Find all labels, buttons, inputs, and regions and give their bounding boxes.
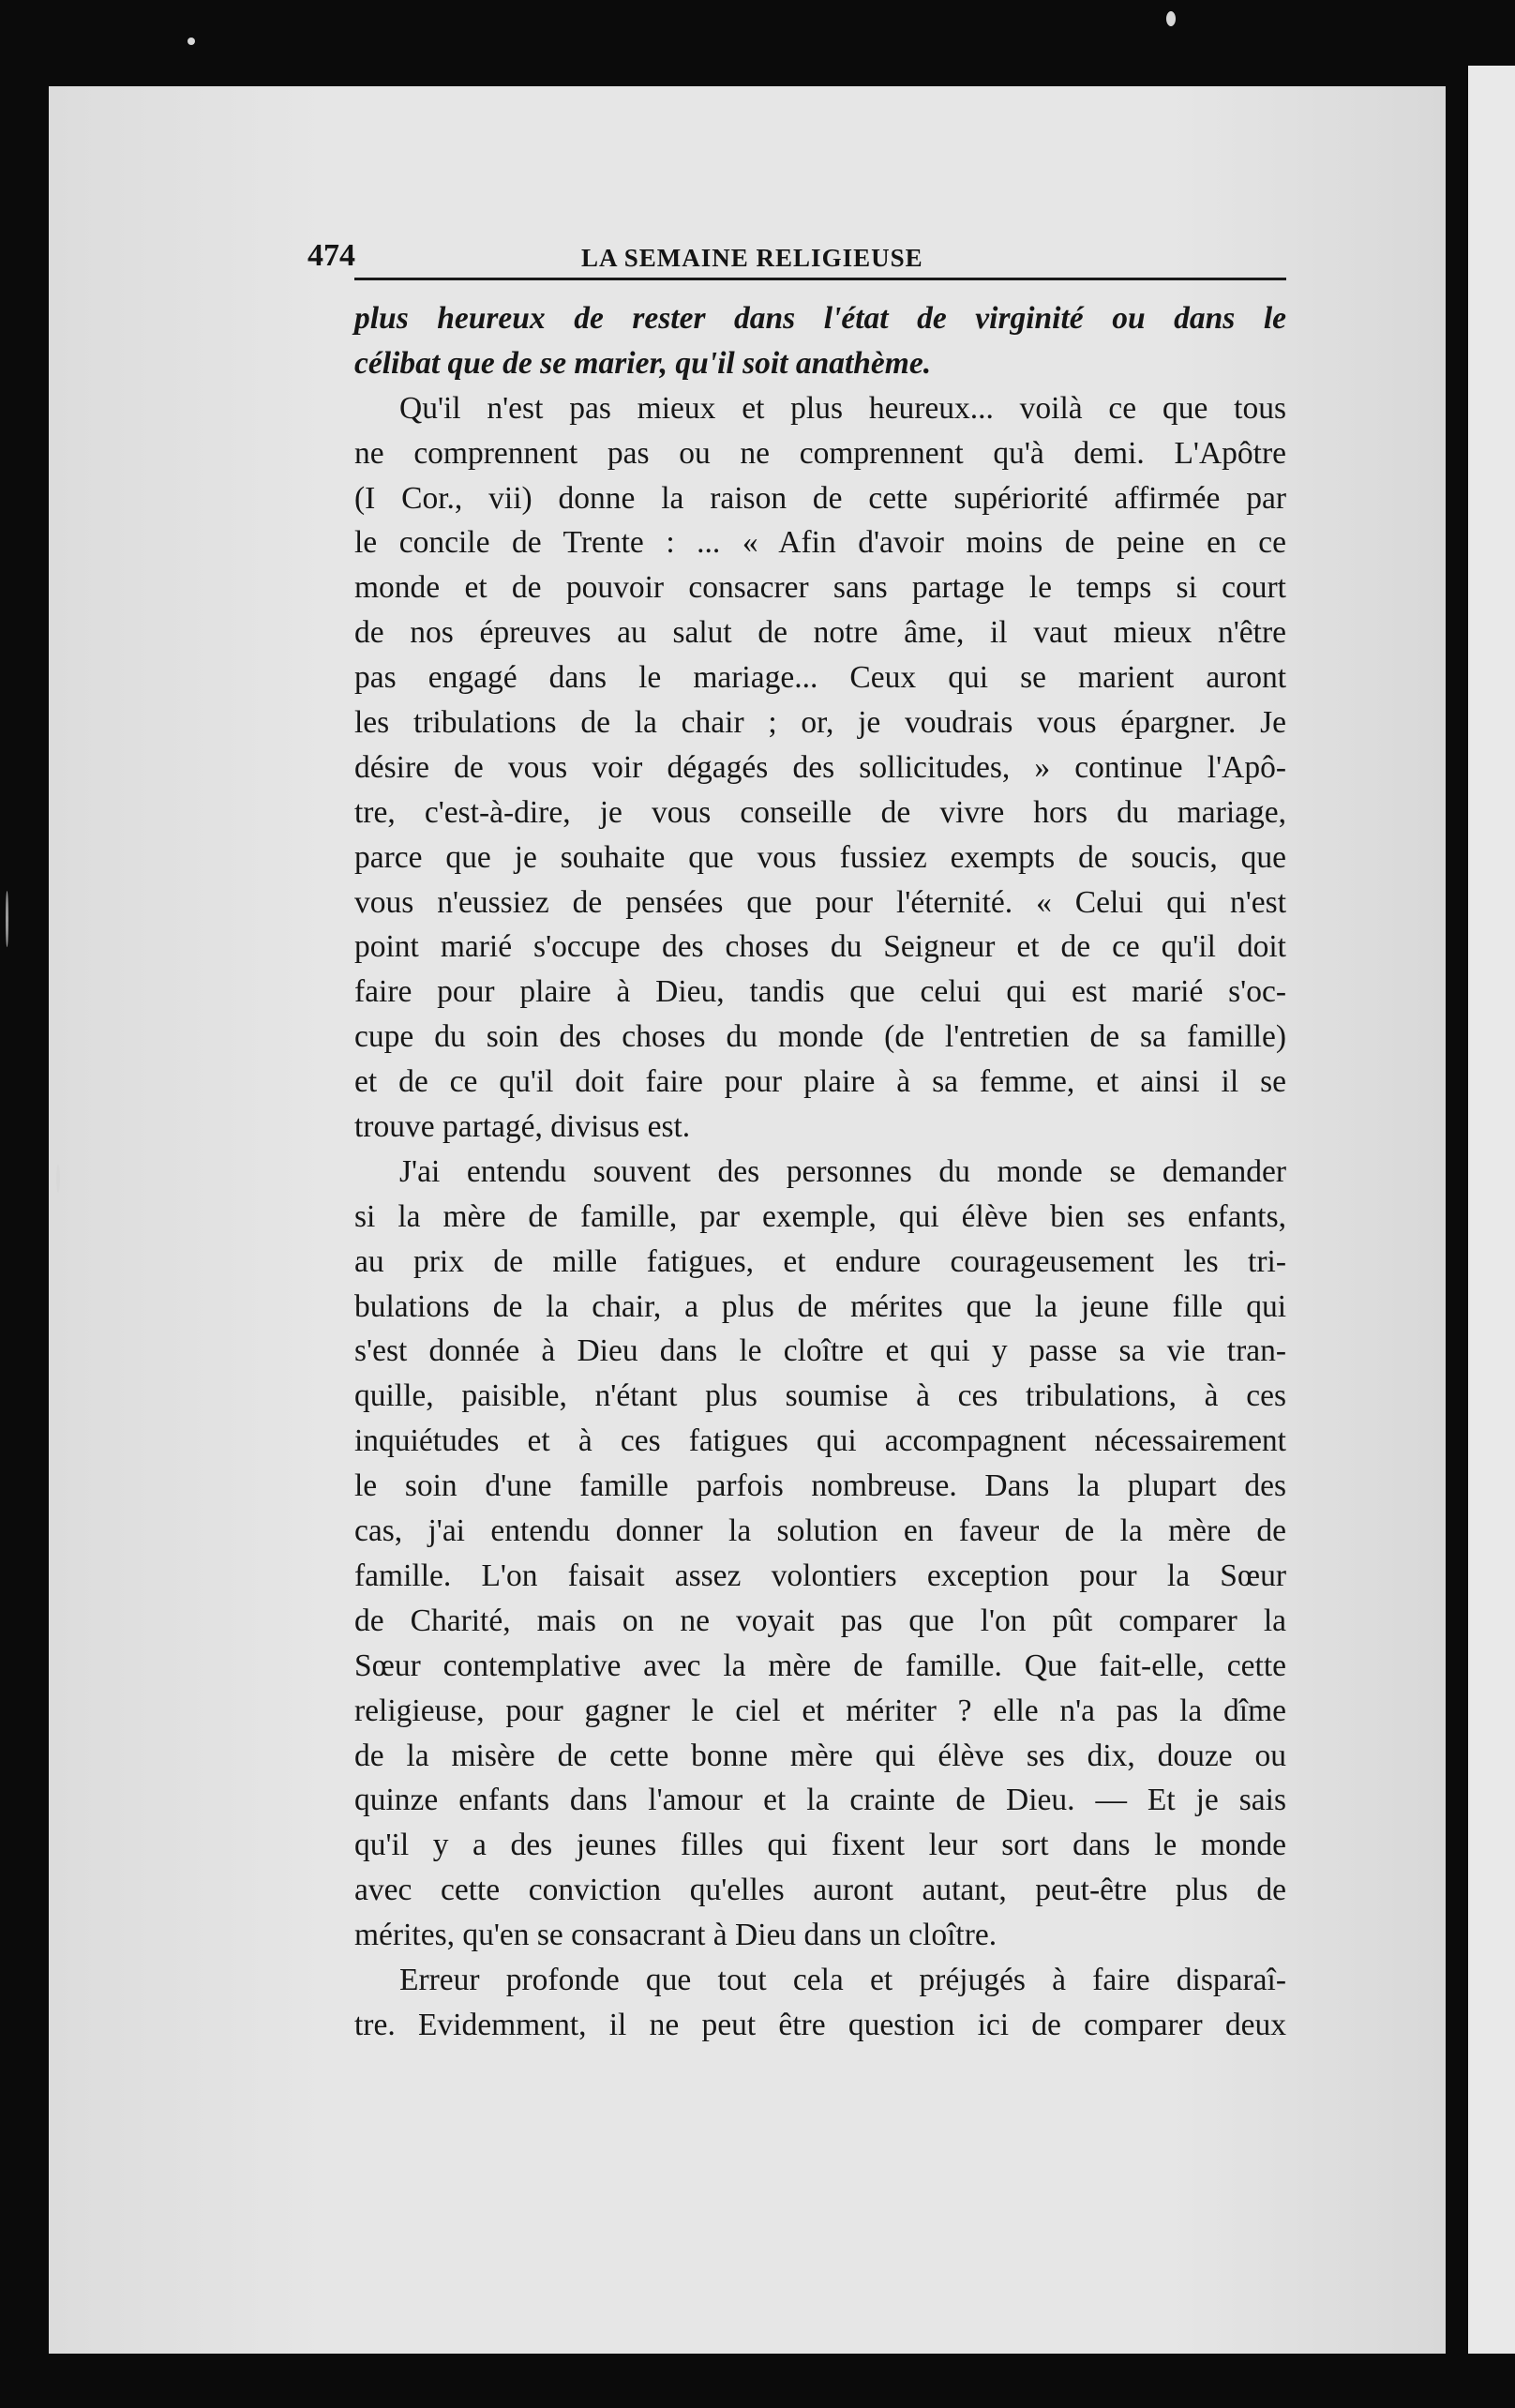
text-line: bulations de la chair, a plus de mérites que la jeune fille qui <box>354 1288 1286 1324</box>
text-line: parce que je souhaite que vous fussiez exempts de soucis, que <box>354 839 1286 875</box>
dust-mark <box>56 1165 60 1193</box>
text-line: de la misère de cette bonne mère qui élève ses dix, douze ou <box>354 1738 1286 1773</box>
text-line: ne comprennent pas ou ne comprennent qu'à demi. L'Apôtre <box>354 435 1286 471</box>
text-line: pas engagé dans le mariage... Ceux qui se marient auront <box>354 660 1286 696</box>
text-line: (I Cor., vii) donne la raison de cette supériorité affirmée par <box>354 480 1286 516</box>
text-line: faire pour plaire à Dieu, tandis que celui qui est marié s'oc- <box>354 974 1286 1010</box>
text-line: J'ai entendu souvent des personnes du monde se demander <box>399 1153 1286 1189</box>
text-line: tre, c'est-à-dire, je vous conseille de vivre hors du mariage, <box>354 794 1286 830</box>
text-line: tre. Evidemment, il ne peut être question ici de comparer deux <box>354 2007 1286 2042</box>
text-line: trouve partagé, divisus est. <box>354 1109 691 1145</box>
text-line: désire de vous voir dégagés des sollicitudes, » continue l'Apô- <box>354 749 1286 785</box>
text-line: Erreur profonde que tout cela et préjugés à faire disparaî- <box>399 1962 1286 1997</box>
body-text <box>354 296 1286 2048</box>
text-line: Qu'il n'est pas mieux et plus heureux... voilà ce que tous <box>399 390 1286 426</box>
film-scratch <box>6 891 8 947</box>
text-line: cas, j'ai entendu donner la solution en faveur de la mère de <box>354 1513 1286 1549</box>
text-line: plus heureux de rester dans l'état de virginité ou dans le <box>354 301 1286 336</box>
text-line: le soin d'une famille parfois nombreuse. Dans la plupart des <box>354 1468 1286 1504</box>
text-line: monde et de pouvoir consacrer sans partage le temps si court <box>354 570 1286 606</box>
text-line: le concile de Trente : ... « Afin d'avoir moins de peine en ce <box>354 525 1286 561</box>
text-line: s'est donnée à Dieu dans le cloître et qui y passe sa vie tran- <box>354 1333 1286 1369</box>
text-line: de nos épreuves au salut de notre âme, il vaut mieux n'être <box>354 615 1286 651</box>
text-line: quille, paisible, n'étant plus soumise à ces tribulations, à ces <box>354 1378 1286 1414</box>
text-line: quinze enfants dans l'amour et la crainte de Dieu. — Et je sais <box>354 1783 1286 1818</box>
text-line: qu'il y a des jeunes filles qui fixent leur sort dans le monde <box>354 1828 1286 1863</box>
text-line: de Charité, mais on ne voyait pas que l'on pût comparer la <box>354 1603 1286 1638</box>
text-line: avec cette conviction qu'elles auront autant, peut-être plus de <box>354 1873 1286 1908</box>
journal-title: LA SEMAINE RELIGIEUSE <box>581 244 923 272</box>
text-line: célibat que de se marier, qu'il soit anathème. <box>354 345 932 381</box>
text-line: famille. L'on faisait assez volontiers exception pour la Sœur <box>354 1558 1286 1593</box>
page-number: 474 <box>308 238 355 273</box>
text-line: les tribulations de la chair ; or, je voudrais vous épargner. Je <box>354 705 1286 741</box>
film-speck <box>188 38 195 45</box>
text-line: inquiétudes et à ces fatigues qui accompagnent nécessairement <box>354 1423 1286 1459</box>
text-line: Sœur contemplative avec la mère de famille. Que fait-elle, cette <box>354 1648 1286 1683</box>
text-line: vous n'eussiez de pensées que pour l'éternité. « Celui qui n'est <box>354 884 1286 920</box>
text-line: si la mère de famille, par exemple, qui élève bien ses enfants, <box>354 1198 1286 1234</box>
header-rule <box>354 278 1286 280</box>
running-head <box>308 238 1284 279</box>
adjacent-page-margin <box>1468 66 1515 2354</box>
text-line: mérites, qu'en se consacrant à Dieu dans un cloître. <box>354 1918 998 1953</box>
film-speck <box>1166 11 1176 26</box>
text-line: point marié s'occupe des choses du Seigneur et de ce qu'il doit <box>354 929 1286 965</box>
text-line: au prix de mille fatigues, et endure courageusement les tri- <box>354 1243 1286 1279</box>
text-line: religieuse, pour gagner le ciel et mériter ? elle n'a pas la dîme <box>354 1693 1286 1728</box>
text-line: cupe du soin des choses du monde (de l'entretien de sa famille) <box>354 1019 1286 1055</box>
text-line: et de ce qu'il doit faire pour plaire à sa femme, et ainsi il se <box>354 1064 1286 1100</box>
